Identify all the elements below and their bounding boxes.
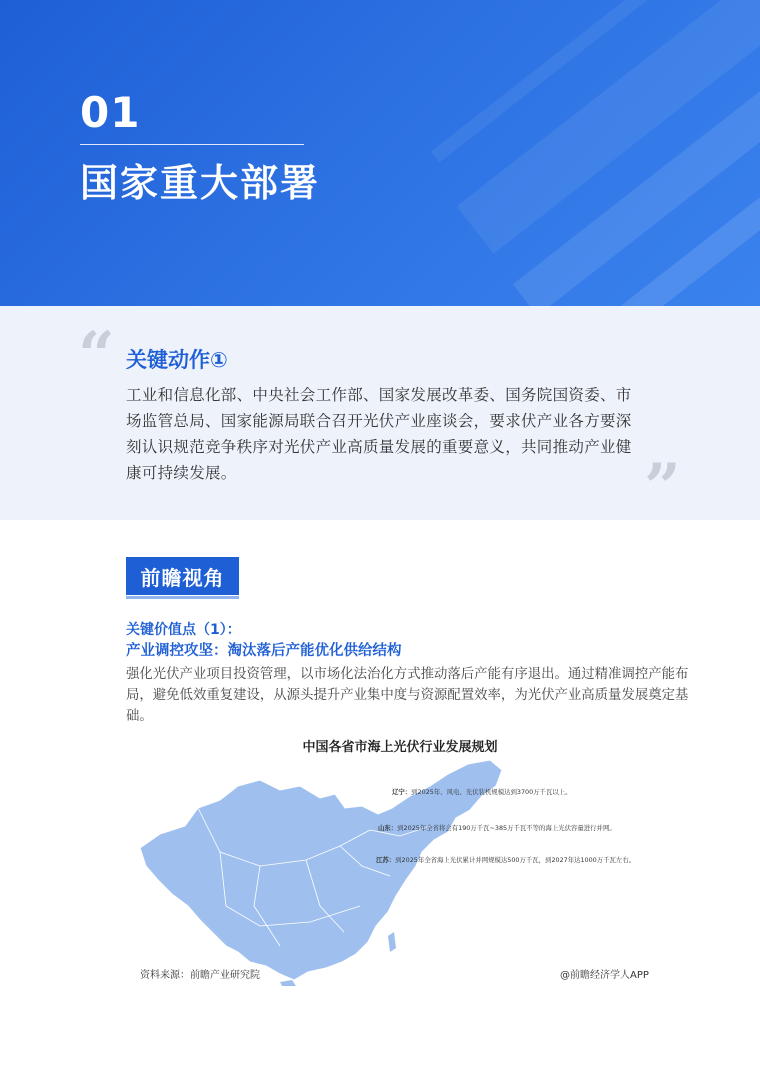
section-number: 01 (80, 88, 141, 137)
perspective-tag: 前瞻视角 (126, 557, 239, 595)
hainan-island (280, 980, 296, 986)
taiwan-island (388, 932, 396, 952)
open-quote-icon: “ (78, 318, 115, 393)
annotation-shandong: 山东：到2025年全省将会有190万千瓦~385万千瓦不等的海上光伏容量进行并网。 (378, 824, 616, 832)
section-banner (0, 0, 760, 306)
figure-title: 中国各省市海上光伏行业发展规划 (302, 740, 498, 755)
figure-credit: @前瞻经济学人APP (560, 970, 649, 981)
key-action-body: 工业和信息化部、中央社会工作部、国家发展改革委、国务院国资委、市场监管总局、国家能源局联合召开光伏产业座谈会，要求伏产业各方要深刻认识规范竞争秩序对光伏产业高质量发展的重要意义，共同推动产业健康可持续发展。 (126, 386, 632, 482)
close-quote-icon: ” (644, 450, 681, 525)
key-action-block (0, 306, 760, 525)
annotation-liaoning: 辽宁：到2025年、风电、光伏装机规模达到3700万千瓦以上。 (392, 788, 572, 796)
value-point-label: 关键价值点（1）： (126, 622, 241, 638)
section-title: 国家重大部署 (80, 161, 321, 205)
figure-source: 资料来源：前瞻产业研究院 (140, 970, 260, 981)
value-point-body: 强化光伏产业项目投资管理，以市场化法治化方式推动落后产能有序退出。通过精准调控产能布局，避免低效重复建设，从源头提升产业集中度与资源配置效率，为光伏产业高质量发展奠定基础。 (126, 667, 689, 724)
section-divider (80, 144, 304, 145)
key-action-title: 关键动作① (126, 348, 228, 372)
value-point-title: 产业调控攻坚：淘汰落后产能优化供给结构 (126, 643, 402, 659)
map-figure (130, 728, 670, 986)
annotation-jiangsu: 江苏：到2025年全省海上光伏累计并网规模达500万千瓦，到2027年达1000万千瓦左右。 (376, 856, 636, 864)
